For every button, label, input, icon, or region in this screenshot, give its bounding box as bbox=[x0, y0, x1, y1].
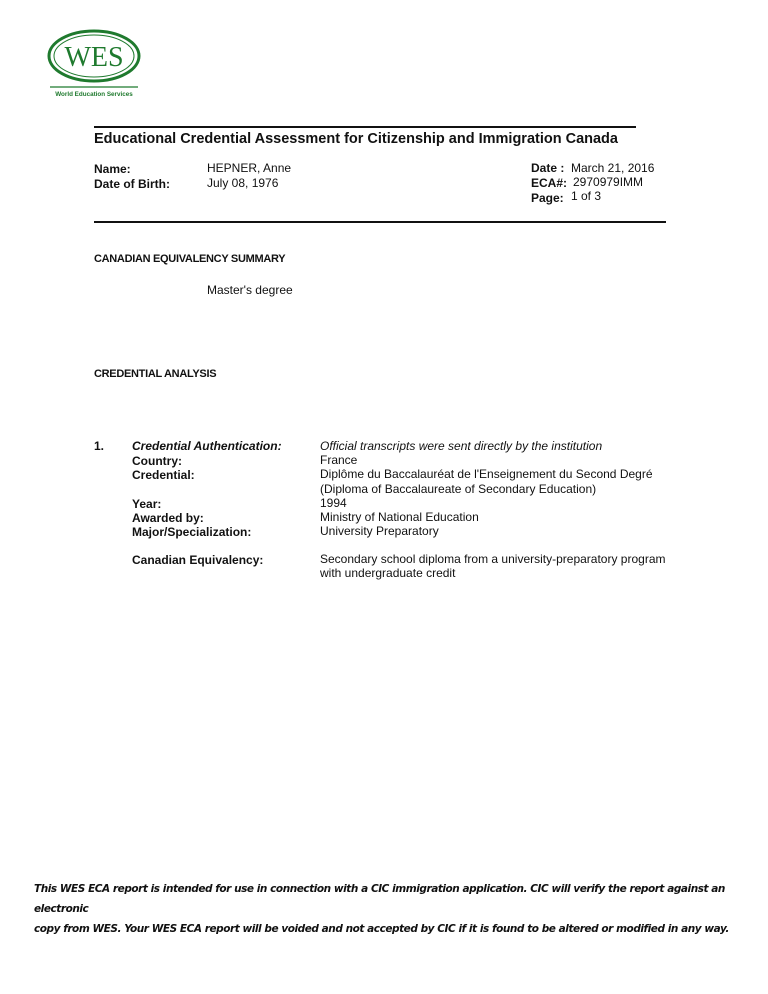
field-value: France bbox=[320, 453, 358, 467]
footer-disclaimer bbox=[34, 879, 768, 939]
wes-logo bbox=[46, 28, 142, 98]
field-value: Official transcripts were sent directly by the institution bbox=[320, 439, 603, 453]
equivalency-label: Canadian Equivalency: bbox=[132, 553, 264, 567]
field-label: Credential: bbox=[132, 468, 195, 482]
dob-value: July 08, 1976 bbox=[207, 176, 279, 190]
equivalency-value-cont: with undergraduate credit bbox=[320, 566, 456, 580]
report-title: Educational Credential Assessment for Citizenship and Immigration Canada bbox=[94, 131, 618, 147]
field-label: Country: bbox=[132, 454, 182, 468]
date-label: Date : bbox=[531, 161, 565, 175]
field-value: University Preparatory bbox=[320, 524, 439, 538]
analysis-heading: CREDENTIAL ANALYSIS bbox=[94, 368, 217, 380]
field-label: Year: bbox=[132, 497, 162, 511]
name-label: Name: bbox=[94, 162, 131, 176]
summary-value: Master's degree bbox=[207, 283, 293, 297]
summary-heading: CANADIAN EQUIVALENCY SUMMARY bbox=[94, 253, 286, 265]
header-top-rule bbox=[94, 126, 636, 128]
field-value: (Diploma of Baccalaureate of Secondary Education) bbox=[320, 482, 597, 496]
footer-line: copy from WES. Your WES ECA report will be voided and not accepted by CIC if it is found to be altered or modified in any way. bbox=[34, 923, 729, 935]
equivalency-value: Secondary school diploma from a university-preparatory program bbox=[320, 552, 666, 566]
dob-label: Date of Birth: bbox=[94, 177, 170, 191]
date-value: March 21, 2016 bbox=[571, 161, 655, 175]
eca-label: ECA#: bbox=[531, 176, 568, 190]
field-value: Diplôme du Baccalauréat de l'Enseignement du Second Degré bbox=[320, 467, 653, 481]
field-label: Major/Specialization: bbox=[132, 525, 252, 539]
field-value: Ministry of National Education bbox=[320, 510, 479, 524]
logo-text: WES bbox=[64, 42, 124, 73]
page-label: Page: bbox=[531, 191, 564, 205]
page-value: 1 of 3 bbox=[571, 189, 602, 203]
eca-value: 2970979IMM bbox=[573, 175, 644, 189]
credential-number: 1. bbox=[94, 439, 105, 453]
field-value: 1994 bbox=[320, 496, 347, 510]
field-label: Awarded by: bbox=[132, 511, 204, 525]
footer-line: This WES ECA report is intended for use in connection with a CIC immigration application. CIC will verify the report against an electronic bbox=[34, 883, 725, 915]
header-bottom-rule bbox=[94, 221, 666, 223]
logo-subtitle: World Education Services bbox=[55, 91, 133, 98]
name-value: HEPNER, Anne bbox=[207, 161, 292, 175]
field-label: Credential Authentication: bbox=[132, 439, 282, 453]
